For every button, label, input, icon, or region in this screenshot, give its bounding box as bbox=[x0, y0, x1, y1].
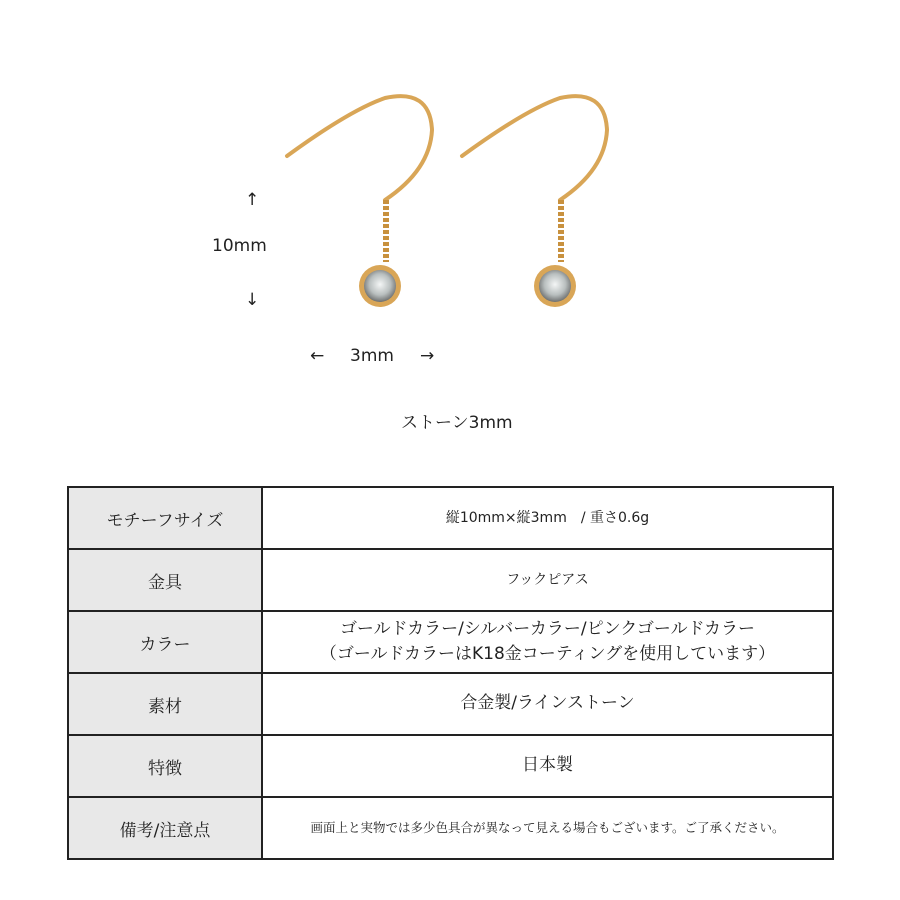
table-row bbox=[68, 673, 833, 735]
row-label: 金具 bbox=[68, 549, 262, 611]
table-row bbox=[68, 611, 833, 673]
height-label: 10mm bbox=[212, 236, 267, 256]
row-label: モチーフサイズ bbox=[68, 487, 262, 549]
table-row bbox=[68, 549, 833, 611]
table-row bbox=[68, 797, 833, 859]
row-label: 素材 bbox=[68, 673, 262, 735]
arrow-up-icon: ↑ bbox=[245, 190, 260, 210]
arrow-left-icon: ← bbox=[310, 346, 325, 366]
row-label: 特徴 bbox=[68, 735, 262, 797]
row-value: 日本製 bbox=[262, 735, 833, 797]
stone-caption: ストーン3mm bbox=[401, 413, 513, 433]
earring-right bbox=[462, 96, 607, 307]
arrow-right-icon: → bbox=[420, 346, 435, 366]
row-value: フックピアス bbox=[262, 549, 833, 611]
spec-table bbox=[67, 486, 834, 860]
earring-left bbox=[287, 96, 432, 307]
row-label: 備考/注意点 bbox=[68, 797, 262, 859]
color-note: （ゴールドカラーはK18金コーティングを使用しています） bbox=[319, 644, 776, 664]
row-value: 合金製/ラインストーン bbox=[262, 673, 833, 735]
row-label: カラー bbox=[68, 611, 262, 673]
table-row bbox=[68, 735, 833, 797]
color-options: ゴールドカラー/シルバーカラー/ピンクゴールドカラー bbox=[339, 618, 756, 639]
arrow-down-icon: ↓ bbox=[245, 290, 260, 310]
row-value bbox=[262, 611, 833, 673]
width-label: 3mm bbox=[350, 346, 394, 366]
row-value: 画面上と実物では多少色具合が異なって見える場合もございます。ご了承ください。 bbox=[262, 797, 833, 859]
table-row bbox=[68, 487, 833, 549]
row-value: 縦10mm×縦3mm / 重さ0.6g bbox=[262, 487, 833, 549]
